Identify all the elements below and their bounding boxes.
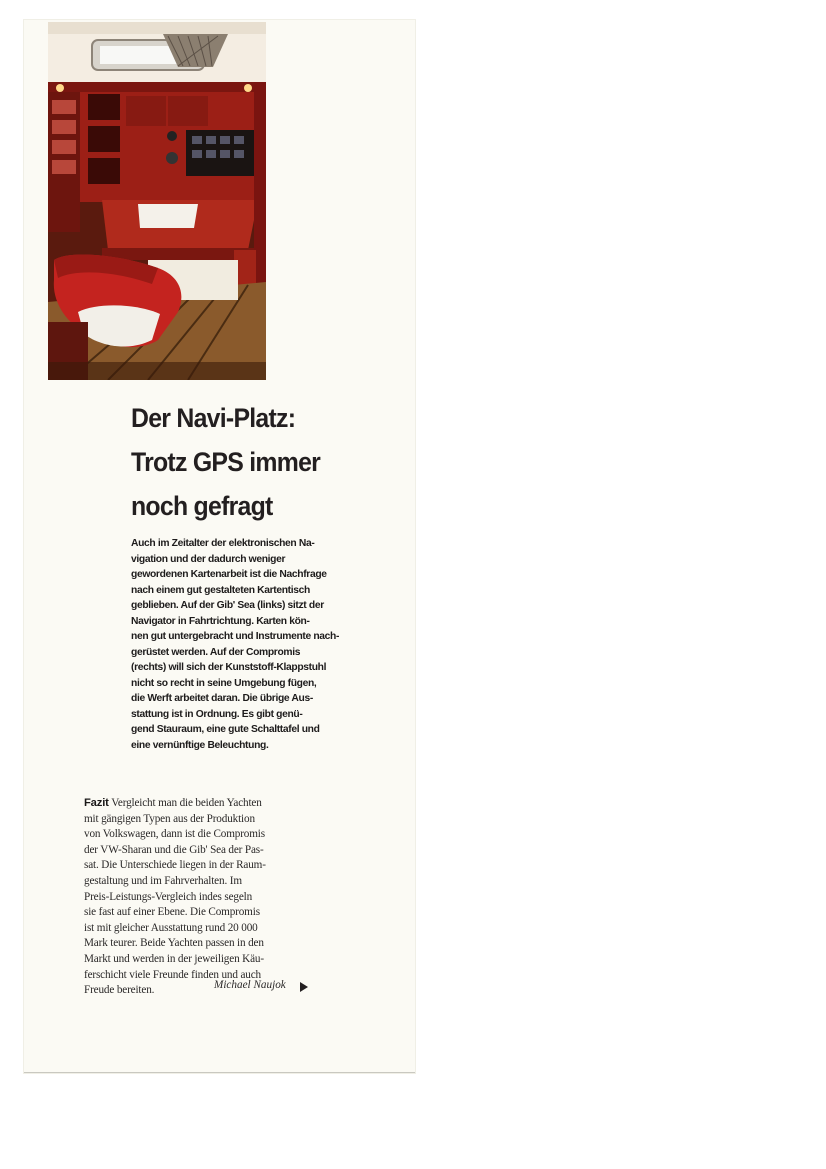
caption-line: nach einem gut gestalteten Kartentisch xyxy=(131,584,310,596)
article-headline xyxy=(131,396,361,528)
fazit-first-line-text: Vergleicht man die beiden Yachten xyxy=(111,797,262,809)
caption-line: Auch im Zeitalter der elektronischen Na- xyxy=(131,538,315,549)
caption-line: gewordenen Kartenarbeit ist die Nachfrage xyxy=(131,569,327,580)
fazit-line: von Volkswagen, dann ist die Compromis xyxy=(84,828,265,841)
caption-line: geblieben. Auf der Gib' Sea (links) sitzt der xyxy=(131,600,324,611)
caption-line: stattung ist in Ordnung. Es gibt genü- xyxy=(131,708,303,720)
caption-line: vigation und der dadurch weniger xyxy=(131,553,286,565)
caption-line: nen gut untergebracht und Instrumente nach- xyxy=(131,631,340,642)
fazit-line xyxy=(84,796,314,812)
fazit-line: Preis-Leistungs-Vergleich indes segeln xyxy=(84,890,253,903)
author-byline: Michael Naujok xyxy=(214,979,286,991)
headline-line: Der Navi-Platz: xyxy=(131,403,296,433)
headline-line: noch gefragt xyxy=(131,491,273,521)
caption-line: gend Stauraum, eine gute Schalttafel und xyxy=(131,724,320,735)
fazit-paragraph xyxy=(84,796,314,999)
caption-line: eine vernünftige Beleuchtung. xyxy=(131,739,269,751)
fazit-line: Freude bereiten. xyxy=(84,984,155,997)
caption-line: nicht so recht in seine Umgebung fügen, xyxy=(131,677,317,689)
fazit-line: Markt und werden in der jeweiligen Käu- xyxy=(84,952,264,965)
caption-line: die Werft arbeitet daran. Die übrige Aus- xyxy=(131,693,313,704)
photo-caption xyxy=(131,536,371,753)
fazit-line: der VW-Sharan und die Gib' Sea der Pas- xyxy=(84,843,264,856)
fazit-line: mit gängigen Typen aus der Produktion xyxy=(84,812,255,825)
fazit-line: ferschicht viele Freunde finden und auch xyxy=(84,968,261,981)
caption-line: Navigator in Fahrtrichtung. Karten kön- xyxy=(131,615,310,627)
headline-line: Trotz GPS immer xyxy=(131,447,321,477)
fazit-line: gestaltung und im Fahrverhalten. Im xyxy=(84,874,242,887)
fazit-line: sat. Die Unterschiede liegen in der Raum- xyxy=(84,859,266,872)
fazit-label: Fazit xyxy=(84,797,109,809)
caption-line: gerüstet werden. Auf der Compromis xyxy=(131,646,301,658)
fazit-line: sie fast auf einer Ebene. Die Compromis xyxy=(84,906,260,919)
triangle-right-icon xyxy=(300,982,308,992)
nav-station-photo xyxy=(48,22,266,380)
fazit-line: ist mit gleicher Ausstattung rund 20 000 xyxy=(84,921,258,934)
caption-line: (rechts) will sich der Kunststoff-Klappstuhl xyxy=(131,662,327,673)
fazit-line: Mark teurer. Beide Yachten passen in den xyxy=(84,937,264,950)
